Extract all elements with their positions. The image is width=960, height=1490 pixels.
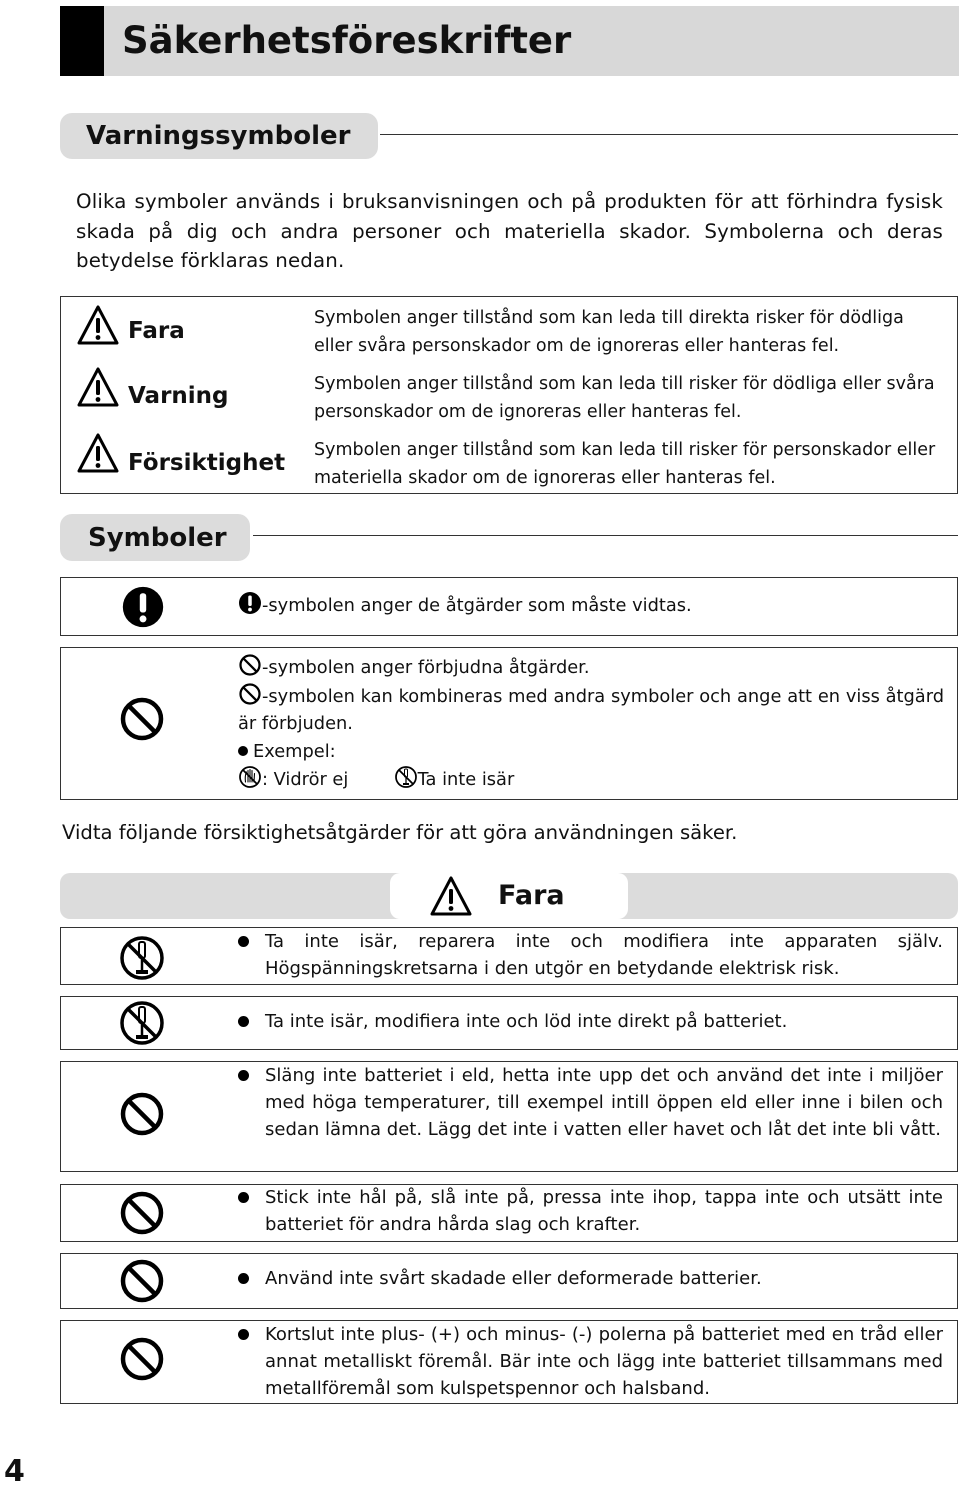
bullet-icon	[238, 746, 248, 756]
prohibition-text-2: -symbolen kan kombineras med andra symboler och ange att en viss åtgärd är förbjuden.	[238, 685, 944, 734]
level-description-caution: Symbolen anger tillstånd som kan leda till risker för personskador eller materiella skador om de ignoreras eller hanteras fel.	[314, 440, 936, 488]
prohibition-line-1	[238, 653, 944, 682]
bullet-icon	[238, 1273, 249, 1284]
prohibition-line-2	[238, 682, 944, 738]
warning-triangle-icon	[77, 433, 119, 473]
level-description-danger: Symbolen anger tillstånd som kan leda till direkta risker för dödliga eller svåra personskador om de ignoreras eller hanteras fel.	[314, 308, 904, 356]
section-heading-warning-symbols: Varningssymboler	[86, 121, 351, 151]
prohibited-icon	[118, 1257, 166, 1305]
no-disassembly-icon	[118, 999, 166, 1047]
mandatory-action-icon	[238, 591, 262, 615]
danger-item-text: Ta inte isär, modifiera inte och löd inte direkt på batteriet.	[265, 1011, 788, 1032]
no-touch-icon	[238, 765, 262, 789]
danger-item-text: Använd inte svårt skadade eller deformerade batterier.	[265, 1268, 762, 1289]
warning-triangle-icon	[77, 305, 119, 345]
example-touch-text: : Vidrör ej	[262, 769, 349, 790]
danger-item-text: Släng inte batteriet i eld, hetta inte upp det och använd det inte i miljöer med höga temperaturer, till exempel intill öppen eld eller inne i bilen och sedan lämna det. Lägg det inte i vatten eller havet och låt det inte bli vått.	[265, 1065, 943, 1140]
section-heading-symbols: Symboler	[88, 523, 227, 553]
mandatory-description	[238, 591, 948, 620]
bullet-icon	[238, 1192, 249, 1203]
level-description-warning: Symbolen anger tillstånd som kan leda till risker för dödliga eller svåra personskador om de ignoreras eller hanteras fel.	[314, 374, 935, 422]
level-label-caution: Försiktighet	[128, 450, 286, 476]
prohibition-description	[238, 653, 944, 794]
bullet-icon	[238, 936, 249, 947]
title-accent-block	[60, 6, 104, 76]
bullet-icon	[238, 1329, 249, 1340]
precautions-intro: Vidta följande försiktighetsåtgärder för att göra användningen säker.	[62, 821, 738, 844]
prohibited-icon	[118, 1189, 166, 1237]
danger-item-text: Ta inte isär, reparera inte och modifiera inte apparaten själv. Högspänningskretsarna i den utgör en betydande elektrisk risk.	[265, 931, 943, 979]
no-disassembly-icon	[394, 765, 418, 789]
bullet-icon	[238, 1070, 249, 1081]
bullet-icon	[238, 1016, 249, 1027]
warning-triangle-icon	[430, 876, 472, 916]
prohibition-text-1: -symbolen anger förbjudna åtgärder.	[262, 657, 590, 678]
prohibited-icon	[118, 1335, 166, 1383]
danger-item-text: Stick inte hål på, slå inte på, pressa inte ihop, tappa inte och utsätt inte batteriet för andra hårda slag och krafter.	[265, 1187, 943, 1235]
warning-triangle-icon	[77, 367, 119, 407]
danger-item-text: Kortslut inte plus- (+) och minus- (-) polerna på batteriet med en tråd eller annat metalliskt föremål. Bär inte och lägg inte batteriet tillsammans med metallföremål som kulspetspennor och halsband.	[265, 1324, 943, 1399]
example-line	[238, 738, 944, 766]
intro-paragraph: Olika symboler används i bruksanvisningen och på produkten för att förhindra fysisk skada på dig och andra personer och materiella skador. Symbolerna och deras betydelse förklaras nedan.	[76, 190, 943, 272]
level-label-warning: Varning	[128, 383, 229, 409]
example-label: Exempel:	[253, 740, 336, 762]
section-rule	[253, 535, 958, 536]
level-label-danger: Fara	[128, 318, 185, 344]
mandatory-text: -symbolen anger de åtgärder som måste vidtas.	[262, 595, 692, 616]
no-disassembly-icon	[118, 934, 166, 982]
section-rule	[380, 134, 958, 135]
example-disassemble-text: Ta inte isär	[417, 769, 515, 790]
page-number: 4	[4, 1454, 25, 1489]
example-icons-line	[238, 765, 944, 794]
danger-heading: Fara	[498, 880, 565, 911]
prohibited-icon	[118, 695, 166, 743]
mandatory-action-icon	[121, 585, 165, 629]
prohibited-icon	[238, 682, 262, 706]
page-title: Säkerhetsföreskrifter	[122, 19, 572, 62]
prohibited-icon	[238, 653, 262, 677]
prohibited-icon	[118, 1090, 166, 1138]
